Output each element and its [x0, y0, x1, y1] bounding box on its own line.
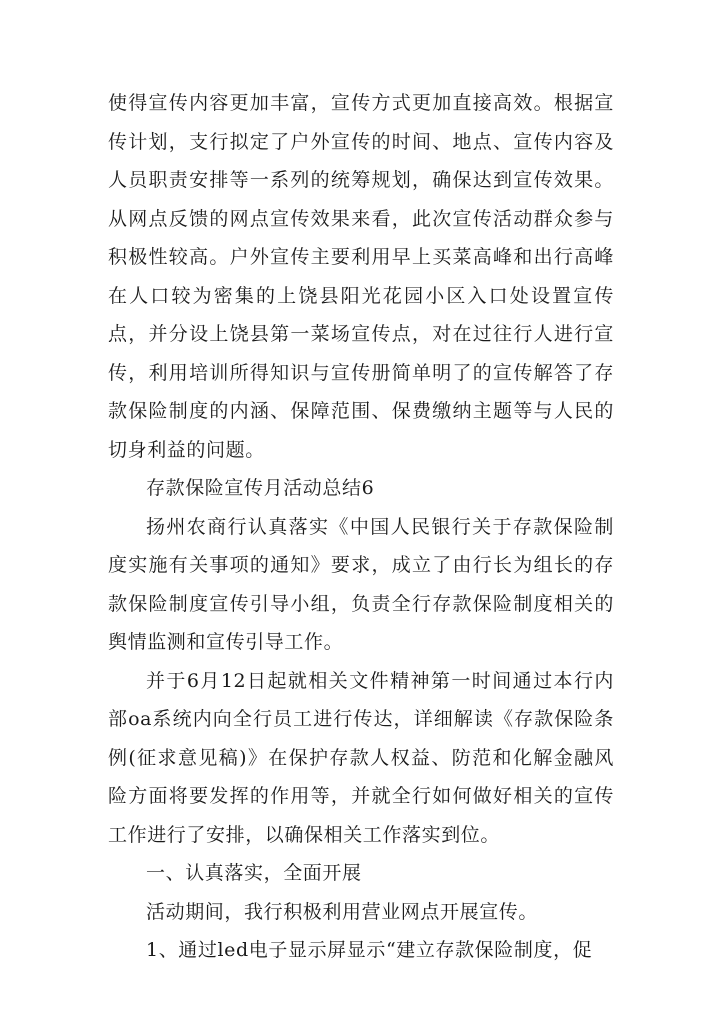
section-heading-summary-6: 存款保险宣传月活动总结6 [146, 477, 375, 499]
paragraph-led-display: 1、通过led电子显示屏显示“建立存款保险制度，促 [146, 939, 593, 961]
document-body [108, 84, 614, 970]
paragraph-activity-period: 活动期间，我行积极利用营业网点开展宣传。 [146, 900, 539, 923]
paragraph-yangzhou-bank: 扬州农商行认真落实《中国人民银行关于存款保险制度实施有关事项的通知》要求，成立了由行长为组长的存款保险制度宣传引导小组，负责全行存款保险制度相关的舆情监测和宣传引导工作。 [108, 515, 614, 653]
section-heading-implementation: 一、认真落实，全面开展 [146, 862, 362, 884]
paragraph-june-12: 并于6月12日起就相关文件精神第一时间通过本行内部oa系统内向全行员工进行传达，详细解读《存款保险条例(征求意见稿)》在保护存款人权益、防范和化解金融风险方面将要发挥的作用等，并就全行如何做好相关的宣传工作进行了安排，以确保相关工作落实到位。 [108, 669, 614, 846]
paragraph-body-continuation: 使得宣传内容更加丰富，宣传方式更加直接高效。根据宣传计划，支行拟定了户外宣传的时间、地点、宣传内容及人员职责安排等一系列的统筹规划，确保达到宣传效果。从网点反馈的网点宣传效果来看，此次宣传活动群众参与积极性较高。户外宣传主要利用早上买菜高峰和出行高峰在人口较为密集的上饶县阳光花园小区入口处设置宣传点，并分设上饶县第一菜场宣传点，对在过往行人进行宣传，利用培训所得知识与宣传册简单明了的宣传解答了存款保险制度的内涵、保障范围、保费缴纳主题等与人民的切身利益的问题。 [108, 92, 614, 461]
